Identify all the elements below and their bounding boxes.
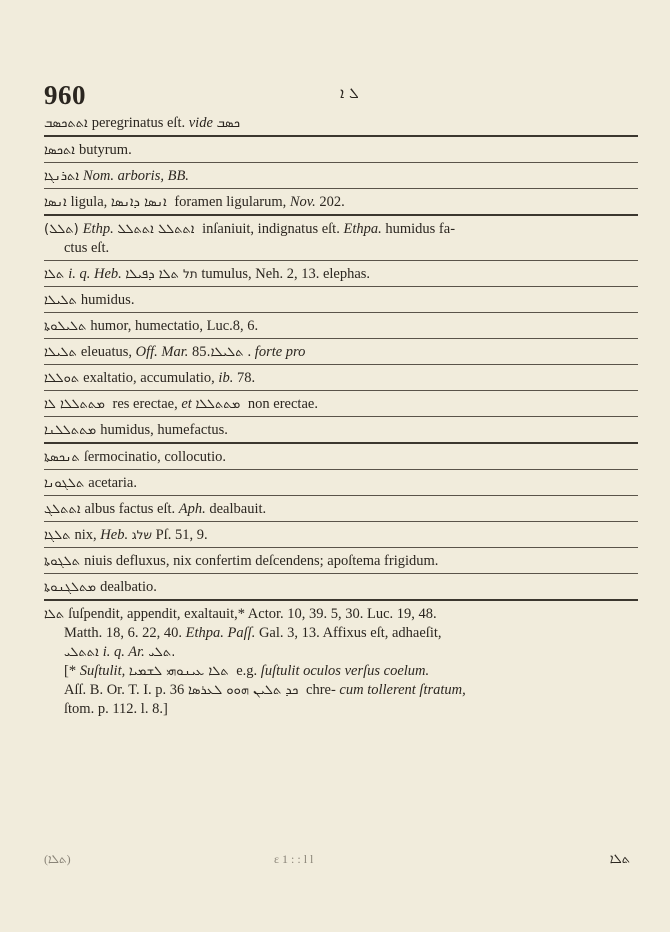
page-footer xyxy=(44,852,638,876)
entry-line xyxy=(44,605,638,624)
dictionary-entry xyxy=(44,500,638,519)
italic-text: Ethp. xyxy=(82,221,118,237)
entry-text: peregrinatus eſt. xyxy=(91,115,189,131)
entry-line xyxy=(44,395,638,414)
entry-text: 78. xyxy=(236,370,256,386)
entry-line xyxy=(44,624,638,643)
entry-line xyxy=(44,681,638,700)
entry-text: Aſſ. B. Or. T. I. p. 36 xyxy=(64,682,188,698)
dictionary-entry xyxy=(44,265,638,284)
entry-line xyxy=(44,239,638,258)
divider xyxy=(44,338,638,339)
entry-line xyxy=(44,114,638,133)
entry-text: nix, xyxy=(74,527,101,543)
italic-text: forte pro xyxy=(254,344,306,360)
entry-text: 202. xyxy=(319,194,345,210)
entry-text: humidus. xyxy=(80,292,135,308)
dictionary-entry xyxy=(44,317,638,336)
syriac-word: ܬܢܟܣܬܐ xyxy=(44,450,80,465)
dictionary-entry xyxy=(44,605,638,719)
divider xyxy=(44,521,638,522)
dictionary-entry xyxy=(44,291,638,310)
syriac-word: ܟܣܒ xyxy=(216,116,240,131)
divider xyxy=(44,188,638,189)
divider xyxy=(44,364,638,365)
syriac-word: ܬܠܐ xyxy=(44,267,65,282)
syriac-word: ܬܠܝܠܐ xyxy=(44,345,77,360)
syriac-word: ܐܬܟܣܐ xyxy=(44,143,75,158)
divider xyxy=(44,495,638,496)
entry-text: exaltatio, accumulatio, xyxy=(83,370,219,386)
page-number: 960 xyxy=(44,80,86,110)
entry-text: non erectae. xyxy=(244,396,318,412)
italic-text: Ethpa. Paſſ. xyxy=(185,625,259,641)
syriac-word: (ܬܠܠ) xyxy=(44,222,79,237)
syriac-word: ܡܬܬܠܠܐ ܠܐ xyxy=(44,397,105,412)
entry-text: humidus fa- xyxy=(385,221,456,237)
dictionary-entry xyxy=(44,220,638,258)
page-header xyxy=(44,80,634,116)
syriac-word: ܬܠܐ ܥܝܢܘܗܝ ܠܫܡܝܐ xyxy=(128,664,229,679)
divider xyxy=(44,416,638,417)
italic-text: Nom. arboris, BB. xyxy=(82,168,189,184)
entry-text: humidus, humefactus. xyxy=(100,422,228,438)
entry-text: Gal. 3, 13. Affixus eſt, adhaeſit, xyxy=(258,625,442,641)
divider xyxy=(44,286,638,287)
entry-text: Pſ. 51, 9. xyxy=(152,527,208,543)
divider xyxy=(44,214,638,216)
divider xyxy=(44,390,638,391)
dictionary-entry xyxy=(44,114,638,133)
divider xyxy=(44,599,638,601)
dictionary-entry xyxy=(44,526,638,545)
italic-text: vide xyxy=(188,115,217,131)
syriac-word: ܐܬܪܢܓܐ xyxy=(44,169,79,184)
syriac-word: ܬܠܐ ܕܦܝܠܐ xyxy=(125,267,179,282)
entry-line xyxy=(44,500,638,519)
syriac-word: ܟܕ ܬܠܝܢ ܗܘܘ ܠܥܪܣܐ xyxy=(187,683,299,698)
entry-text: inſaniuit, indignatus eſt. xyxy=(198,221,344,237)
syriac-word: ܬܠܐ xyxy=(44,607,65,622)
divider xyxy=(44,573,638,574)
entry-text: acetaria. xyxy=(88,475,137,491)
entry-line xyxy=(44,317,638,336)
syriac-word: ܡܬܬܠܠܢܐ xyxy=(44,423,97,438)
entry-text: foramen ligularum, xyxy=(170,194,290,210)
divider xyxy=(44,135,638,137)
entry-line xyxy=(44,167,638,186)
syriac-word: ܐܬܬܠܓ xyxy=(44,502,81,517)
dictionary-entry xyxy=(44,369,638,388)
entry-line xyxy=(44,220,638,239)
dictionary-entry xyxy=(44,578,638,597)
syriac-word: ܬܠܝܠܐ xyxy=(44,293,77,308)
italic-text: Suſtulit, xyxy=(79,663,129,679)
syriac-word: ܬܠܝܠܘܬܐ xyxy=(44,319,87,334)
entry-line xyxy=(44,369,638,388)
syriac-word: ܬܠܓܐ xyxy=(44,528,71,543)
entry-text: 85. xyxy=(192,344,255,360)
entry-text: ctus eſt. xyxy=(64,240,110,256)
syriac-word: ܡܬܠܓܢܘܬܐ xyxy=(44,580,97,595)
entry-text: tumulus, Neh. 2, 13. xyxy=(197,266,323,282)
syriac-word: ܐܬܬܠܝ xyxy=(64,645,99,660)
entry-text: dealbauit. xyxy=(209,501,267,517)
italic-text: et xyxy=(181,396,196,412)
entry-line xyxy=(44,662,638,681)
hebrew-word: תל xyxy=(182,267,198,281)
entry-line xyxy=(44,474,638,493)
syriac-word: ܐܬܬܠܠ ܐܬܬܠܠ xyxy=(117,222,195,237)
entry-text: ſuſpendit, appendit, exaltauit,* Actor. 10, 39. 5, 30. Luc. 19, 48. xyxy=(68,606,437,622)
entry-line xyxy=(44,578,638,597)
italic-text: i. q. Heb. xyxy=(68,266,126,282)
divider xyxy=(44,260,638,261)
italic-text: i. q. Ar. xyxy=(102,644,149,660)
footer-left-mark: (ܬܠܐ) xyxy=(44,852,71,866)
entry-text: e.g. xyxy=(232,663,261,679)
footer-mid-mark: ε 1 : : l l xyxy=(274,852,314,866)
dictionary-entry xyxy=(44,343,638,362)
italic-text: Ethpa. xyxy=(343,221,386,237)
entry-line xyxy=(44,421,638,440)
italic-text: ſuſtulit oculos verſus coelum. xyxy=(260,663,430,679)
dictionary-entry xyxy=(44,421,638,440)
dictionary-entry xyxy=(44,448,638,467)
divider xyxy=(44,547,638,548)
dictionary-entry xyxy=(44,552,638,571)
dictionary-entry xyxy=(44,193,638,212)
hebrew-word: שלג xyxy=(131,528,152,542)
syriac-word: ܬܠܓܘܢܐ xyxy=(44,476,85,491)
dictionary-entry xyxy=(44,167,638,186)
entry-text: eleuatus, xyxy=(80,344,136,360)
italic-text: cum tollerent ſtratum, xyxy=(335,682,466,698)
entry-line xyxy=(44,552,638,571)
entry-text: albus factus eſt. xyxy=(84,501,179,517)
dictionary-entry xyxy=(44,395,638,414)
entry-line xyxy=(44,265,638,284)
syriac-word: ܐܢܣܐ ܕܐܢܣܐ xyxy=(110,195,167,210)
syriac-word: ܡܬܬܠܠܐ xyxy=(195,397,241,412)
entry-line xyxy=(44,448,638,467)
italic-text: ib. xyxy=(218,370,237,386)
entry-line xyxy=(44,291,638,310)
syriac-word: ܬܠܝ. xyxy=(148,645,176,660)
italic-text: Aph. xyxy=(178,501,210,517)
entry-text: ligula, xyxy=(70,194,111,210)
italic-text: Off. Mar. xyxy=(135,344,193,360)
syriac-word: ܐܢܣܐ xyxy=(44,195,67,210)
entry-text: butyrum. xyxy=(78,142,132,158)
syriac-word: ܬܘܠܠܐ xyxy=(44,371,80,386)
entry-line xyxy=(44,193,638,212)
catchword: ܬܠܐ xyxy=(609,852,630,867)
entry-line xyxy=(44,526,638,545)
divider xyxy=(44,312,638,313)
divider xyxy=(44,162,638,163)
entry-line xyxy=(44,643,638,662)
entry-text: Matth. 18, 6. 22, 40. xyxy=(64,625,186,641)
entry-text: ſtom. p. 112. l. 8.] xyxy=(64,701,168,717)
divider xyxy=(44,469,638,470)
entry-text: chre- xyxy=(302,682,336,698)
entry-text: res erectae, xyxy=(108,396,182,412)
syriac-word: ܬܠܓܘܬܐ xyxy=(44,554,81,569)
italic-text: Nov. xyxy=(289,194,320,210)
entry-list xyxy=(44,114,638,719)
italic-text: Heb. xyxy=(100,527,132,543)
divider xyxy=(44,442,638,444)
entry-line xyxy=(44,141,638,160)
entry-text: humor, humectatio, Luc.8, 6. xyxy=(90,318,259,334)
entry-line xyxy=(44,343,638,362)
entry-text: [* xyxy=(64,663,80,679)
entry-text: ſermocinatio, collocutio. xyxy=(83,449,226,465)
entry-text: elephas. xyxy=(322,266,371,282)
dictionary-entry xyxy=(44,474,638,493)
entry-text: dealbatio. xyxy=(100,579,157,595)
running-head: ܠ ܐ xyxy=(340,84,359,102)
syriac-word: ܐܬܬܟܣܒ xyxy=(44,116,88,131)
dictionary-entry xyxy=(44,141,638,160)
entry-line xyxy=(44,700,638,719)
syriac-word: ܬܠܝܠܐ. xyxy=(206,345,244,360)
entry-text: niuis defluxus, nix confertim deſcendens; apoſtema frigidum. xyxy=(84,553,439,569)
